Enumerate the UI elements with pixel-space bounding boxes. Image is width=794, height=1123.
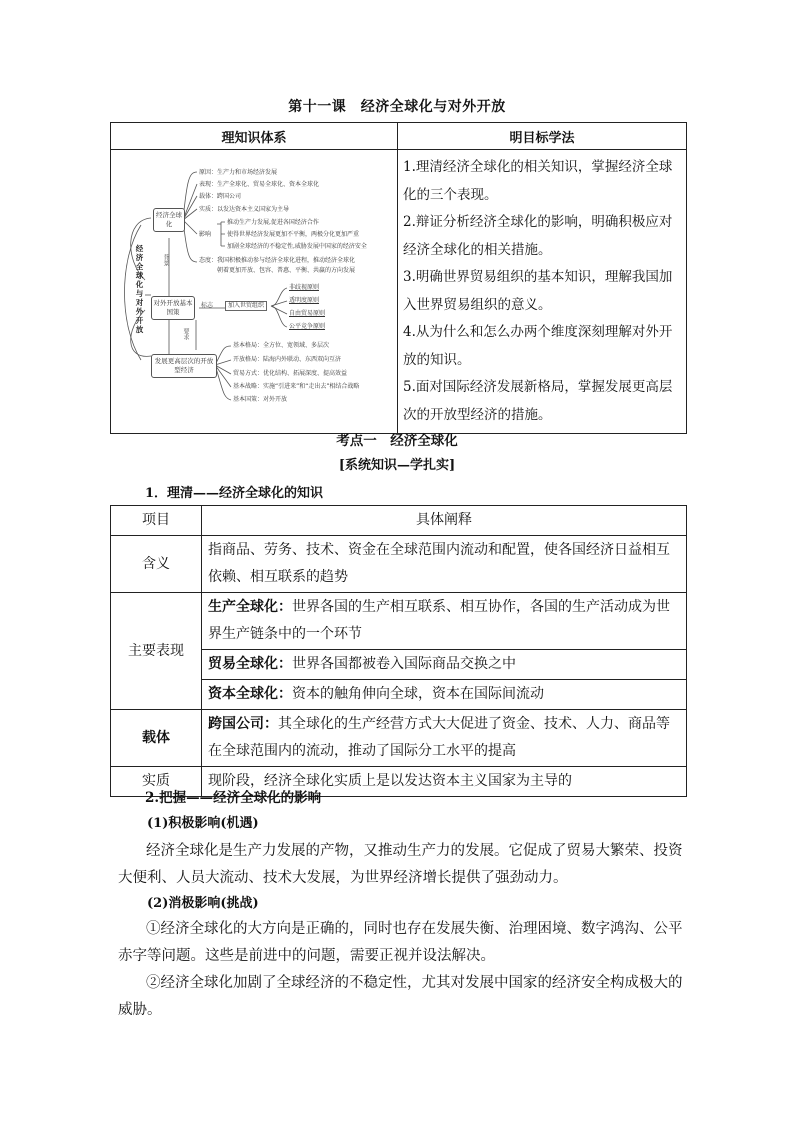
mindmap-leaf: 原因：生产力和市场经济发展 [199, 169, 278, 176]
mindmap-lines [111, 150, 397, 422]
mindmap-leaf: 载体：跨国公司 [199, 193, 242, 200]
mindmap-leaf: 开放格局：陆海内外联动、东西双向互济 [233, 356, 342, 363]
column-header-description: 具体阐释 [202, 506, 687, 536]
mindmap-tag-requirement: 要求 [182, 328, 189, 340]
mindmap-tag-background: 背景 [162, 254, 169, 266]
paragraph-positive-impact: 经济全球化是生产力发展的产物，又推动生产力的发展。它促成了贸易大繁荣、投资大便利、人员大流动、技术大发展，为世界经济增长提供了强劲动力。 [118, 843, 683, 886]
row-label-essence: 实质 [111, 767, 202, 797]
mindmap-wto-rule: 自由贸易原则 [289, 310, 326, 317]
desc-production: 世界各国的生产相互联系、相互协作，各国的生产活动成为世界生产链条中的一个环节 [208, 599, 670, 642]
term-capital: 资本全球化： [208, 686, 292, 702]
row-desc-meaning: 指商品、劳务、技术、资金在全球范围内流动和配置，使各国经济日益相互依赖、相互联系的趋势 [202, 536, 687, 593]
section-heading: 考点一 经济全球化 [336, 433, 458, 449]
header-learning-goals: 明目标学法 [398, 123, 687, 150]
goal-item: 5.面对国际经济发展新格局，掌握发展更高层次的开放型经济的措施。 [403, 379, 673, 423]
mindmap-tag-mark: 标志 [201, 302, 214, 309]
section-subheading: [系统知识—学扎实] [338, 458, 456, 473]
desc-carrier: 其全球化的生产经营方式大大促进了资金、技术、人力、商品等在全球范围内的流动，推动了国际分工水平的提高 [208, 716, 670, 759]
desc-capital: 资本的触角伸向全球，资本在国际间流动 [292, 686, 544, 702]
goals-cell [398, 150, 687, 434]
overview-table [110, 122, 687, 434]
mindmap-leaf: 基本格局：全方位、宽领域、多层次 [233, 342, 330, 349]
row-desc-essence: 现阶段，经济全球化实质上是以发达资本主义国家为主导的 [202, 767, 687, 797]
heading-negative-impact: (2)消极影响(挑战) [147, 896, 259, 911]
goal-item: 4.从为什么和怎么办两个维度深刻理解对外开放的知识。 [403, 324, 673, 368]
mindmap-leaf: 态度：我国积极推动参与经济全球化进程，推动经济全球化 [199, 257, 356, 264]
mindmap-leaf: 基本国策：对外开放 [233, 396, 288, 403]
mindmap-node-higher-opening: 发展更高层次的开放型经济 [151, 354, 217, 378]
mindmap-leaf: 基本战略：实施“引进来”和“走出去”相结合战略 [233, 383, 360, 390]
mindmap-node-wto: 加入世贸组织 [225, 301, 267, 311]
paragraph-negative-impact-1: ①经济全球化的大方向是正确的，同时也存在发展失衡、治理困境、数字鸿沟、公平赤字等问题。这些是前进中的问题，需要正视并设法解决。 [118, 921, 683, 964]
mindmap-wto-rule: 非歧视原则 [289, 284, 320, 291]
mindmap-wto-rule: 公平竞争原则 [289, 323, 326, 330]
mindmap-leaf: 表现：生产全球化、贸易全球化、资本全球化 [199, 181, 320, 188]
paragraph-negative-impact-2: ②经济全球化加剧了全球经济的不稳定性，尤其对发展中国家的经济安全构成极大的威胁。 [118, 975, 683, 1018]
mindmap-leaf: 使得世界经济发展更加不平衡，两极分化更加严重 [227, 231, 360, 238]
goal-item: 1.理清经济全球化的相关知识，掌握经济全球化的三个表现。 [403, 159, 673, 203]
mindmap-leaf: 朝着更加开放、包容、普惠、平衡、共赢的方向发展 [217, 267, 356, 274]
row-label-manifestations: 主要表现 [111, 593, 202, 710]
mindmap-leaf: 影响 [199, 231, 212, 238]
subsection-title-impact: 2.把握——经济全球化的影响 [145, 790, 322, 806]
row-desc-capital [202, 680, 687, 710]
heading-positive-impact: (1)积极影响(机遇) [147, 816, 259, 831]
subsection-title: 1．理清——经济全球化的知识 [145, 486, 324, 501]
column-header-item: 项目 [111, 506, 202, 536]
term-production: 生产全球化： [208, 599, 292, 615]
term-trade: 贸易全球化： [208, 656, 292, 672]
mindmap-leaf: 实质：以发达资本主义国家为主导 [199, 206, 290, 213]
desc-trade: 世界各国都被卷入国际商品交换之中 [292, 656, 516, 672]
term-multinational: 跨国公司： [208, 716, 278, 732]
globalization-table [110, 505, 687, 797]
mindmap-wto-rule: 透明度原则 [289, 297, 320, 304]
row-desc-trade [202, 650, 687, 680]
mindmap-node-globalization: 经济全球化 [153, 208, 185, 232]
row-desc-production [202, 593, 687, 650]
row-label-carrier: 载体 [111, 710, 202, 767]
mindmap-cell [111, 150, 398, 434]
mindmap [111, 150, 397, 422]
row-desc-carrier [202, 710, 687, 767]
mindmap-root: 经济全球化与对外开放 [135, 244, 144, 334]
goal-item: 2.辩证分析经济全球化的影响，明确积极应对经济全球化的相关措施。 [403, 214, 673, 258]
header-knowledge-system: 理知识体系 [111, 123, 398, 150]
mindmap-leaf: 加剧全球经济的不稳定性,威胁发展中国家的经济安全 [227, 243, 367, 250]
mindmap-leaf: 贸易方式：优化结构、拓展深度、提高效益 [233, 370, 348, 377]
goal-item: 3.明确世界贸易组织的基本知识，理解我国加入世界贸易组织的意义。 [403, 269, 673, 313]
mindmap-leaf: 推动生产力发展,促进各国经济合作 [227, 219, 319, 226]
mindmap-node-opening-policy: 对外开放基本国策 [151, 296, 195, 320]
lesson-title: 第十一课 经济全球化与对外开放 [288, 99, 506, 115]
row-label-meaning: 含义 [111, 536, 202, 593]
